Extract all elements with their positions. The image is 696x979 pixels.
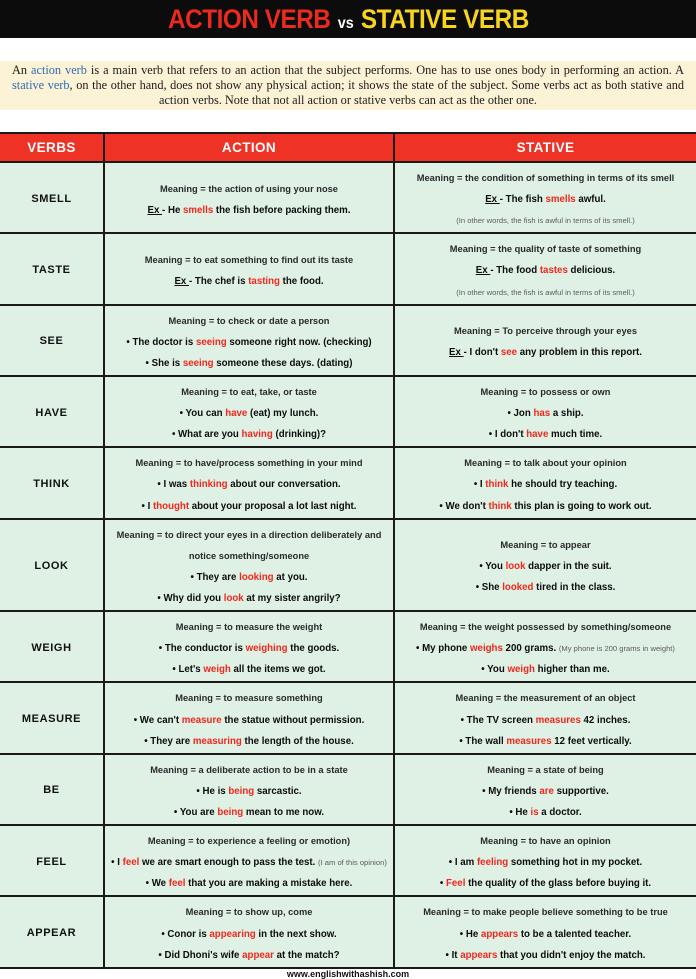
cell-line [111,494,387,515]
cell-line [401,340,690,361]
text-segment: Meaning = the action of using your nose [160,183,338,194]
text-segment: measures [535,714,581,726]
cell-line [111,829,387,850]
footer [0,969,696,979]
text-segment: dapper in the suit. [525,561,612,573]
cell-line [401,472,690,493]
text-segment: (I am of this opinion) [318,858,387,868]
cell-line [401,208,690,229]
text-segment: weigh [507,664,535,676]
text-segment: • We can't [133,714,182,726]
text-segment: sarcastic. [254,785,302,797]
cell-line [111,871,387,892]
title-vs: vs [337,14,354,32]
text-segment: much time. [548,429,603,441]
stative-cell [394,305,696,376]
col-header-action: ACTION [104,133,394,162]
table-row [0,233,696,304]
text-segment: smells [545,194,576,206]
verbs-table-body [0,162,696,968]
text-segment: - He [162,204,184,216]
spacer-top [0,38,696,61]
cell-line [111,636,387,657]
cell-line [111,472,387,493]
text-segment: • I [473,479,486,491]
text-segment: tasting [248,275,280,287]
text-segment: • They are [144,735,193,747]
verb-cell [0,233,104,304]
text-segment: thought [153,500,190,512]
text-segment: 12 feet vertically. [551,735,632,747]
text-segment: look [223,592,244,604]
cell-line [401,779,690,800]
text-segment: the food. [279,275,324,287]
cell-line [111,900,387,921]
text-segment: - The fish [499,194,546,206]
verb-cell [0,896,104,967]
text-segment: Meaning = to experience a feeling or emotion) [147,836,351,847]
text-segment: Meaning = to eat something to find out its taste [144,254,354,265]
text-segment: • The TV screen [460,714,536,726]
text-segment: the goods. [287,643,340,655]
text-segment: • I [141,500,154,512]
text-segment: Meaning = to direct your eyes in a direction deliberately and notice something/someone [116,529,382,561]
table-row [0,162,696,233]
cell-line [401,943,690,964]
cell-line [111,523,387,565]
text-segment: mean to me now. [243,806,325,818]
text-segment: at you. [273,571,308,583]
text-segment: • [439,878,446,890]
text-segment: Meaning = to appear [500,540,591,551]
text-segment: Meaning = to eat, take, or taste [181,386,317,397]
table-row [0,754,696,825]
text-segment: higher than me. [534,664,610,676]
cell-line [111,850,387,871]
text-segment: Ex [147,204,163,216]
text-segment: have [526,429,549,441]
verb-label: WEIGH [31,641,72,654]
action-cell [104,754,394,825]
text-segment: • My phone [416,643,471,655]
cell-line [111,422,387,443]
text-segment: being [228,785,255,797]
cell-line [401,319,690,340]
action-cell [104,305,394,376]
verb-label: APPEAR [26,927,77,940]
text-segment: has [533,408,551,420]
stative-cell [394,376,696,447]
text-segment: • He [509,806,531,818]
verb-label: THINK [33,477,70,490]
title-text [168,4,529,35]
cell-line [401,871,690,892]
action-cell [104,233,394,304]
text-segment: measuring [192,735,242,747]
text-segment: think [488,500,512,512]
text-segment: delicious. [567,265,616,277]
text-segment: appears [460,949,498,961]
text-segment: measures [506,735,552,747]
text-segment: being [217,806,244,818]
verb-cell [0,519,104,611]
text-segment: Meaning = to show up, come [185,907,313,918]
action-cell [104,447,394,518]
cell-line [111,758,387,779]
stative-cell [394,519,696,611]
verb-label: SMELL [31,192,72,205]
cell-line [111,729,387,750]
verb-label: TASTE [32,263,71,276]
text-segment: • Jon [507,408,534,420]
text-segment: • The conductor is [158,643,246,655]
text-segment: think [485,479,509,491]
text-segment: that you didn't enjoy the match. [497,949,646,961]
text-segment: weighing [245,643,288,655]
text-segment: • She is [145,357,183,369]
stative-cell [394,754,696,825]
text-segment: • I don't [488,429,527,441]
cell-line [111,198,387,219]
text-segment: Meaning = to have/process something in your mind [135,458,363,469]
text-segment: • What are you [171,429,242,441]
text-segment: Ex [449,347,464,359]
text-segment: • He [459,928,481,940]
text-segment: this plan is going to work out. [511,500,652,512]
text-segment: someone right now. (checking) [226,336,372,348]
text-segment: An [12,63,32,78]
cell-line [401,422,690,443]
text-segment: at my sister angrily? [243,592,341,604]
text-segment: • I am [448,857,477,869]
cell-line [111,451,387,472]
text-segment: stative verb [12,78,70,93]
text-segment: • It [445,949,461,961]
stative-cell [394,233,696,304]
text-segment: about your proposal a lot last night. [189,500,357,512]
text-segment: feeling [476,857,509,869]
cell-line [401,800,690,821]
table-row [0,611,696,682]
text-segment: someone these days. (dating) [213,357,353,369]
cell-line [401,636,690,657]
verbs-table-header [0,133,696,162]
cell-line [401,401,690,422]
text-segment: Meaning = the quality of taste of something [449,244,642,255]
text-segment: look [505,561,526,573]
text-segment: Meaning = the weight possessed by something/someone [419,622,672,633]
cell-line [401,451,690,472]
text-segment: Meaning = to check or date a person [168,315,330,326]
cell-line [111,248,387,269]
website-url: www.englishwithashish.com [286,968,410,979]
text-segment: supportive. [553,785,609,797]
text-segment: Meaning = to possess or own [480,386,611,397]
cell-line [111,586,387,607]
text-segment: Meaning = a deliberate action to be in a state [150,764,348,775]
text-segment: • You are [173,806,218,818]
cell-line [401,533,690,554]
table-row [0,305,696,376]
cell-line [111,708,387,729]
text-segment: Meaning = to measure something [175,693,323,704]
text-segment: weighs [470,643,503,655]
stative-cell [394,162,696,233]
verb-cell [0,162,104,233]
verb-label: SEE [39,335,64,348]
text-segment: • The wall [459,735,507,747]
cell-line [401,829,690,850]
cell-line [111,401,387,422]
text-segment: see [500,347,518,359]
text-segment: • You [479,561,506,573]
text-segment: (eat) my lunch. [247,408,319,420]
text-segment: Ex [485,194,500,206]
text-segment: • Did Dhoni's wife [158,949,243,961]
text-segment: smells [183,204,214,216]
cell-line [401,615,690,636]
action-cell [104,611,394,682]
text-segment: he should try teaching. [508,479,618,491]
table-row [0,682,696,753]
table-row [0,376,696,447]
text-segment: to be a talented teacher. [518,928,632,940]
text-segment: • My friends [482,785,540,797]
cell-line [401,575,690,596]
text-segment: we are smart enough to pass the test. [139,857,319,869]
text-segment: the quality of the glass before buying it. [465,878,652,890]
col-header-stative: STATIVE [394,133,696,162]
text-segment: the statue without permission. [221,714,365,726]
text-segment: (My phone is 200 grams in weight) [558,644,675,654]
text-segment: Meaning = to talk about your opinion [464,458,627,469]
text-segment: - The chef is [188,275,249,287]
action-cell [104,825,394,896]
text-segment: Ex [475,265,491,277]
cell-line [401,166,690,187]
text-segment: a doctor. [538,806,582,818]
text-segment: (drinking)? [272,429,327,441]
intro-paragraph [12,63,684,107]
verbs-table [0,132,696,969]
stative-cell [394,896,696,967]
cell-line [401,380,690,401]
cell-line [111,269,387,290]
text-segment: Feel [446,878,466,890]
cell-line [401,758,690,779]
text-segment: • He is [196,785,229,797]
col-header-verbs: VERBS [0,133,104,162]
text-segment: something hot in my pocket. [508,857,643,869]
text-segment: that you are making a mistake here. [185,878,353,890]
text-segment: having [241,429,273,441]
text-segment: 42 inches. [580,714,631,726]
cell-line [111,177,387,198]
text-segment: Meaning = to have an opinion [480,836,611,847]
text-segment: weigh [203,664,231,676]
text-segment: • The doctor is [126,336,196,348]
cell-line [401,280,690,301]
text-segment: • Why did you [157,592,224,604]
table-row [0,447,696,518]
text-segment: • They are [190,571,240,583]
cell-line [111,309,387,330]
cell-line [111,351,387,372]
text-segment: the fish before packing them. [213,204,351,216]
text-segment: Meaning = to measure the weight [175,622,323,633]
cell-line [401,729,690,750]
text-segment: Ex [174,275,189,287]
cell-line [111,943,387,964]
text-segment: • Let's [172,664,204,676]
cell-line [111,330,387,351]
text-segment: (In other words, the fish is awful in terms of its smell.) [456,216,635,226]
text-segment: Meaning = the condition of something in terms of its smell [416,173,675,183]
title-banner [0,0,696,38]
text-segment: is a main verb that refers to an action that the subject performs. One has to use ones body in performing an action. A [86,63,684,78]
text-segment: • She [475,582,503,594]
title-action-verb: ACTION VERB [167,3,331,34]
verb-label: FEEL [36,855,67,868]
text-segment: appears [480,928,519,940]
verb-cell [0,825,104,896]
cell-line [401,657,690,678]
text-segment: Meaning = a state of being [487,764,604,775]
action-cell [104,896,394,967]
text-segment: awful. [575,194,606,206]
text-segment: Meaning = the measurement of an object [455,693,636,704]
cell-line [111,779,387,800]
verb-cell [0,447,104,518]
cell-line [401,554,690,575]
text-segment: feel [122,857,140,869]
verb-cell [0,305,104,376]
text-segment: Meaning = to make people believe something to be true [423,907,668,918]
text-segment: the length of the house. [241,735,354,747]
text-segment: tastes [539,265,568,277]
text-segment: action verb [31,63,87,78]
cell-line [401,258,690,279]
cell-line [111,657,387,678]
cell-line [401,900,690,921]
table-row [0,825,696,896]
text-segment: - I don't [463,347,501,359]
cell-line [111,380,387,401]
action-cell [104,519,394,611]
text-segment: thinking [189,479,228,491]
verb-label: MEASURE [21,713,82,726]
text-segment: • Conor is [161,928,210,940]
cell-line [111,922,387,943]
action-cell [104,682,394,753]
text-segment: • I [111,857,123,869]
cell-line [111,615,387,636]
text-segment: appear [242,949,274,961]
verb-label: BE [43,784,60,797]
text-segment: looked [502,582,534,594]
cell-line [111,686,387,707]
text-segment: (In other words, the fish is awful in terms of its smell.) [456,287,635,297]
text-segment: • We don't [439,500,489,512]
cell-line [401,850,690,871]
verb-cell [0,682,104,753]
text-segment: appearing [209,928,256,940]
action-cell [104,376,394,447]
stative-cell [394,447,696,518]
text-segment: seeing [195,336,227,348]
stative-cell [394,682,696,753]
text-segment: Meaning = To perceive through your eyes [454,326,637,337]
text-segment: about our conversation. [227,479,341,491]
text-segment: have [225,408,248,420]
text-segment: is [530,806,539,818]
text-segment: • We [145,878,169,890]
text-segment: 200 grams. [502,643,559,655]
text-segment: all the items we got. [230,664,326,676]
stative-cell [394,611,696,682]
verb-label: LOOK [34,559,69,572]
cell-line [401,494,690,515]
text-segment: feel [168,878,186,890]
cell-line [111,800,387,821]
verb-cell [0,376,104,447]
stative-cell [394,825,696,896]
text-segment: • You can [179,408,226,420]
text-segment: any problem in this report. [517,347,642,359]
action-cell [104,162,394,233]
text-segment: , on the other hand, does not show any physical action; it shows the state of the subject. Some verbs act as both stative and action verbs. Note that not all action or stative verbs can act as the other one. [69,78,684,107]
table-row [0,519,696,611]
cell-line [401,686,690,707]
cell-line [401,237,690,258]
table-row [0,896,696,967]
verb-cell [0,611,104,682]
text-segment: in the next show. [255,928,337,940]
cell-line [401,708,690,729]
text-segment: tired in the class. [533,582,616,594]
text-segment: looking [239,571,274,583]
verb-cell [0,754,104,825]
cell-line [111,565,387,586]
cell-line [401,922,690,943]
text-segment: at the match? [273,949,340,961]
text-segment: are [539,785,554,797]
verb-label: HAVE [35,406,68,419]
text-segment: • I was [157,479,190,491]
text-segment: measure [181,714,222,726]
text-segment: seeing [182,357,214,369]
spacer-mid [0,110,696,132]
text-segment: a ship. [550,408,584,420]
title-stative-verb: STATIVE VERB [360,3,529,34]
text-segment: • You [481,664,508,676]
intro-box [0,61,696,110]
cell-line [401,187,690,208]
text-segment: - The food [490,265,540,277]
